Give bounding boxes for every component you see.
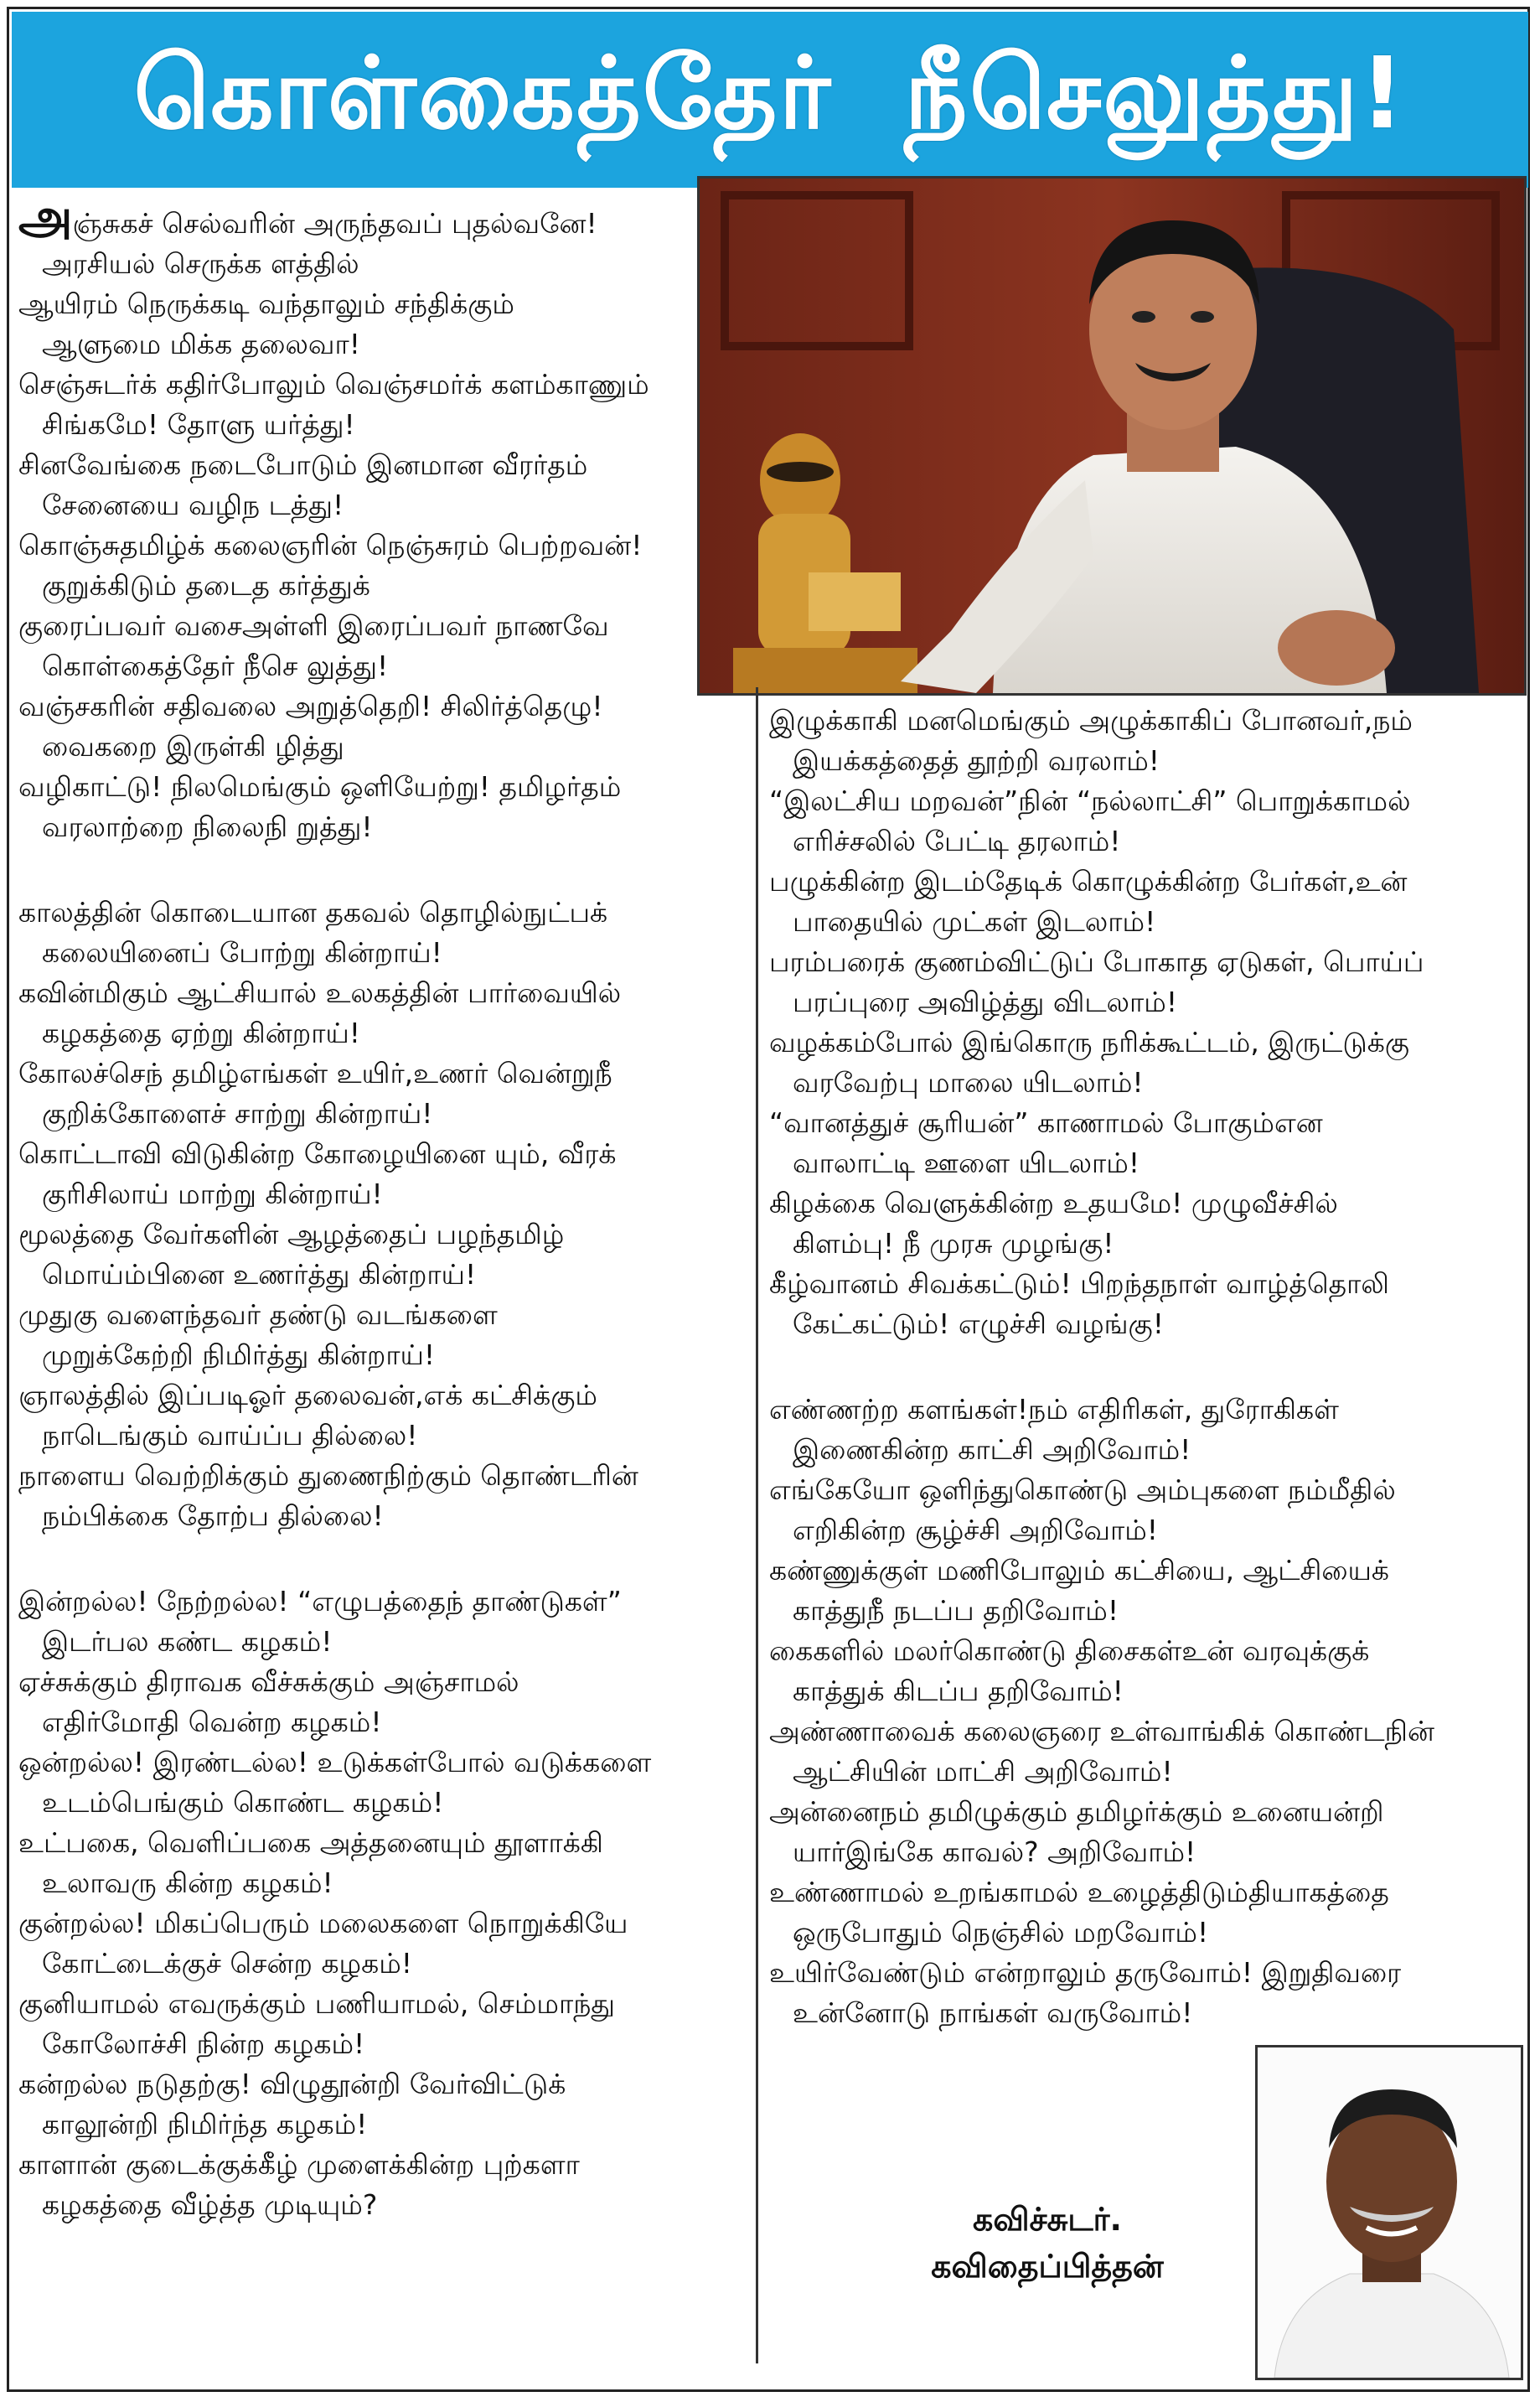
poem-line bbox=[769, 1510, 1523, 1550]
poem-stanza bbox=[18, 893, 747, 1536]
poem-line bbox=[769, 1430, 1523, 1470]
poem-line bbox=[769, 1143, 1523, 1183]
poem-line bbox=[769, 982, 1523, 1022]
poem-line-text: ஞ்சுகச் செல்வரின் அருந்தவப் புதல்வனே! bbox=[72, 207, 597, 240]
poem-line bbox=[18, 365, 747, 405]
author-photo bbox=[1255, 2045, 1523, 2380]
poem-line-text: உடம்பெங்கும் கொண்ட கழகம்! bbox=[42, 1786, 444, 1819]
poem-line-text: ஆளுமை மிக்க தலைவா! bbox=[42, 328, 360, 360]
poem-line bbox=[18, 1863, 747, 1903]
poem-line-text: சினவேங்கை நடைபோடும் இனமான வீரர்தம் bbox=[18, 448, 588, 481]
poem-line-text: கோலோச்சி நின்ற கழகம்! bbox=[42, 2027, 365, 2060]
poem-line bbox=[769, 821, 1523, 862]
poem-line-text: “வானத்துச் சூரியன்” காணாமல் போகும்என bbox=[769, 1106, 1323, 1139]
poem-line-text: எங்கேயோ ஒளிந்துகொண்டு அம்புகளை நம்மீதில் bbox=[769, 1473, 1396, 1506]
poem-line bbox=[769, 1913, 1523, 1953]
poem-line-text: குரிசிலாய் மாற்று கின்றாய்! bbox=[42, 1178, 383, 1210]
poem-line bbox=[18, 1255, 747, 1295]
column-divider bbox=[756, 687, 758, 2363]
poem-line-text: சிங்கமே! தோளு யர்த்து! bbox=[42, 408, 355, 441]
poem-line-text: வழக்கம்போல் இங்கொரு நரிக்கூட்டம், இருட்டுக்கு bbox=[769, 1026, 1409, 1059]
poem-line bbox=[18, 485, 747, 525]
poem-line-text: கொட்டாவி விடுகின்ற கோழையினை யும், வீரக் bbox=[18, 1137, 617, 1170]
poem-line-text: காளான் குடைக்குக்கீழ் முளைக்கின்ற புற்களா bbox=[18, 2148, 580, 2181]
poet-title: கவிச்சுடர். bbox=[973, 2201, 1122, 2238]
poem-right-column bbox=[769, 701, 1523, 2078]
poem-line-text: நாளைய வெற்றிக்கும் துணைநிற்கும் தொண்டரின் bbox=[18, 1459, 638, 1492]
poem-line bbox=[18, 767, 747, 807]
poem-line bbox=[18, 1702, 747, 1742]
poem-line-text: வஞ்சகரின் சதிவலை அறுத்தெறி! சிலிர்த்தெழு! bbox=[18, 690, 603, 722]
poem-line bbox=[18, 1662, 747, 1702]
poem-line bbox=[18, 525, 747, 566]
poem-line bbox=[18, 2024, 747, 2064]
poem-line bbox=[769, 1470, 1523, 1510]
poem-line bbox=[18, 284, 747, 324]
poem-line bbox=[18, 1984, 747, 2024]
poem-line-text: பழுக்கின்ற இடம்தேடிக் கொழுக்கின்ற பேர்கள்,உன் bbox=[769, 865, 1408, 898]
poem-line-text: “இலட்சிய மறவன்”நின் “நல்லாட்சி” பொறுக்காமல் bbox=[769, 784, 1411, 817]
poem-line bbox=[18, 1295, 747, 1335]
poem-line-text: ஏச்சுக்கும் திராவக வீச்சுக்கும் அஞ்சாமல் bbox=[18, 1665, 519, 1698]
poem-line bbox=[18, 686, 747, 727]
poem-line-text: வாலாட்டி ஊளை யிடலாம்! bbox=[793, 1147, 1140, 1179]
poem-line-text: உயிர்வேண்டும் என்றாலும் தருவோம்! இறுதிவரை bbox=[769, 1956, 1402, 1989]
poem-line-text: அரசியல் செருக்க ளத்தில் bbox=[42, 247, 359, 280]
poem-line bbox=[769, 1550, 1523, 1591]
poem-line bbox=[18, 1622, 747, 1662]
poem-line-text: கண்ணுக்குள் மணிபோலும் கட்சியை, ஆட்சியைக் bbox=[769, 1554, 1390, 1587]
poem-line bbox=[18, 727, 747, 767]
poem-line bbox=[769, 1832, 1523, 1872]
poem-line bbox=[18, 933, 747, 973]
title-banner bbox=[12, 12, 1528, 188]
poem-line-text: வைகறை இருள்கி ழித்து bbox=[42, 730, 344, 763]
poem-line bbox=[18, 2185, 747, 2225]
poet-signature bbox=[871, 2196, 1223, 2290]
poem-line bbox=[769, 1711, 1523, 1752]
poem-line-text: கொஞ்சுதமிழ்க் கலைஞரின் நெஞ்சுரம் பெற்றவன்! bbox=[18, 529, 643, 562]
poem-line bbox=[18, 1053, 747, 1094]
poem-line-text: பாதையில் முட்கள் இடலாம்! bbox=[793, 905, 1156, 938]
poem-line-text: காத்துக் கிடப்ப தறிவோம்! bbox=[793, 1675, 1124, 1707]
poem-line-text: ஒருபோதும் நெஞ்சில் மறவோம்! bbox=[793, 1916, 1209, 1949]
poem-line-text: கழகத்தை வீழ்த்த முடியும்? bbox=[42, 2188, 378, 2221]
poem-line bbox=[18, 1456, 747, 1496]
poem-line-text: கொள்கைத்தேர் நீசெ லுத்து! bbox=[42, 650, 389, 682]
poem-line bbox=[769, 1953, 1523, 1993]
poem-line-text: மூலத்தை வேர்களின் ஆழத்தைப் பழந்தமிழ் bbox=[18, 1218, 565, 1250]
poem-line bbox=[769, 1390, 1523, 1430]
poem-line bbox=[769, 1671, 1523, 1711]
poem-stanza bbox=[769, 701, 1523, 1344]
poem-line bbox=[18, 2064, 747, 2104]
poem-line-text: கோட்டைக்குச் சென்ற கழகம்! bbox=[42, 1947, 413, 1980]
poem-line bbox=[18, 1134, 747, 1174]
poem-line bbox=[18, 1783, 747, 1823]
poem-line-text: குறுக்கிடும் தடைத கர்த்துக் bbox=[42, 569, 370, 602]
poem-line-text: கலையினைப் போற்று கின்றாய்! bbox=[42, 936, 442, 969]
poem-line-text: செஞ்சுடர்க் கதிர்போலும் வெஞ்சமர்க் களம்காணும் bbox=[18, 368, 649, 401]
poem-line-text: கைகளில் மலர்கொண்டு திசைகள்உன் வரவுக்குக் bbox=[769, 1634, 1370, 1667]
poem-line-text: குரைப்பவர் வசைஅள்ளி இரைப்பவர் நாணவே bbox=[18, 609, 609, 642]
poet-name: கவிதைப்பித்தன் bbox=[931, 2248, 1164, 2285]
poem-line-text: வரலாற்றை நிலைநி றுத்து! bbox=[42, 810, 373, 843]
poem-line bbox=[18, 893, 747, 933]
poem-line bbox=[18, 1742, 747, 1783]
poem-line-text: சேனையை வழிந டத்து! bbox=[42, 489, 344, 521]
poem-stanza bbox=[769, 1390, 1523, 2033]
poem-line bbox=[18, 2145, 747, 2185]
poem-line bbox=[769, 1224, 1523, 1264]
poem-line bbox=[18, 1335, 747, 1375]
leader-photo bbox=[697, 176, 1527, 696]
poem-line-text: கிளம்பு! நீ முரசு முழங்கு! bbox=[793, 1227, 1114, 1260]
poem-line-text: ஒன்றல்ல! இரண்டல்ல! உடுக்கள்போல் வடுக்களை bbox=[18, 1746, 652, 1778]
poem-line-text: ஆட்சியின் மாட்சி அறிவோம்! bbox=[793, 1755, 1173, 1788]
poem-line-text: வழிகாட்டு! நிலமெங்கும் ஒளியேற்று! தமிழர்தம் bbox=[18, 770, 622, 803]
poem-line bbox=[18, 1823, 747, 1863]
poem-line-text: இன்றல்ல! நேற்றல்ல! “எழுபத்தைந் தாண்டுகள்” bbox=[18, 1585, 622, 1618]
poem-line-text: நாடெங்கும் வாய்ப்ப தில்லை! bbox=[42, 1419, 418, 1452]
poem-line bbox=[769, 1591, 1523, 1631]
poem-line bbox=[769, 1183, 1523, 1224]
poem-line bbox=[769, 1872, 1523, 1913]
poem-line-text: குன்றல்ல! மிகப்பெரும் மலைகளை நொறுக்கியே bbox=[18, 1907, 628, 1939]
poem-line-text: கழகத்தை ஏற்று கின்றாய்! bbox=[42, 1017, 360, 1049]
poem-line bbox=[18, 445, 747, 485]
poem-line bbox=[18, 324, 747, 365]
poem-line bbox=[769, 741, 1523, 781]
poem-line-text: உட்பகை, வெளிப்பகை அத்தனையும் தூளாக்கி bbox=[18, 1826, 603, 1859]
poem-line bbox=[18, 2104, 747, 2145]
poem-line-text: நம்பிக்கை தோற்ப தில்லை! bbox=[42, 1499, 384, 1532]
poem-line bbox=[18, 1013, 747, 1053]
poem-stanza bbox=[18, 188, 747, 847]
leader-photo-art bbox=[700, 179, 1524, 693]
poem-line-text: இயக்கத்தைத் தூற்றி வரலாம்! bbox=[793, 744, 1160, 777]
poem-line bbox=[769, 1631, 1523, 1671]
poem-line bbox=[18, 1581, 747, 1622]
poem-line bbox=[18, 1903, 747, 1944]
poem-line-text: அண்ணாவைக் கலைஞரை உள்வாங்கிக் கொண்டநின் bbox=[769, 1715, 1434, 1747]
poem-line bbox=[769, 1752, 1523, 1792]
page-title: கொள்கைத்தேர் நீசெலுத்து! bbox=[133, 35, 1407, 151]
poem-line-text: உலாவரு கின்ற கழகம்! bbox=[42, 1866, 333, 1899]
poem-line bbox=[769, 701, 1523, 741]
poem-left-column bbox=[18, 188, 747, 2270]
poem-line-text: காலூன்றி நிமிர்ந்த கழகம்! bbox=[42, 2108, 368, 2141]
poem-line-text: எதிர்மோதி வென்ற கழகம்! bbox=[42, 1706, 382, 1738]
poem-line-text: முதுகு வளைந்தவர் தண்டு வடங்களை bbox=[18, 1298, 498, 1331]
poem-line-text: யார்இங்கே காவல்? அறிவோம்! bbox=[793, 1835, 1196, 1868]
poem-line-text: இடர்பல கண்ட கழகம்! bbox=[42, 1625, 333, 1658]
poem-line bbox=[18, 1094, 747, 1134]
poem-line-text: எறிகின்ற சூழ்ச்சி அறிவோம்! bbox=[793, 1514, 1158, 1546]
poem-line-text: உன்னோடு நாங்கள் வருவோம்! bbox=[793, 1996, 1193, 2029]
poem-line-text: கன்றல்ல நடுதற்கு! விழுதூன்றி வேர்விட்டுக் bbox=[18, 2068, 566, 2100]
poem-line-text: இழுக்காகி மனமெங்கும் அழுக்காகிப் போனவர்,நம் bbox=[769, 704, 1413, 737]
poem-line bbox=[769, 1993, 1523, 2033]
poem-line-text: குனியாமல் எவருக்கும் பணியாமல், செம்மாந்து bbox=[18, 1987, 615, 2020]
poem-stanza bbox=[18, 1581, 747, 2225]
poem-line bbox=[769, 1103, 1523, 1143]
poem-line bbox=[769, 862, 1523, 902]
poem-line bbox=[18, 1214, 747, 1255]
poem-line bbox=[769, 902, 1523, 942]
poem-line bbox=[769, 1022, 1523, 1063]
poem-line-text: கீழ்வானம் சிவக்கட்டும்! பிறந்தநாள் வாழ்த்தொலி bbox=[769, 1267, 1389, 1300]
poem-line bbox=[769, 1063, 1523, 1103]
poem-line bbox=[18, 1174, 747, 1214]
poem-line bbox=[769, 942, 1523, 982]
poem-line bbox=[18, 973, 747, 1013]
poem-line-text: கேட்கட்டும்! எழுச்சி வழங்கு! bbox=[793, 1307, 1164, 1340]
poem-line bbox=[18, 1496, 747, 1536]
poem-line-text: முறுக்கேற்றி நிமிர்த்து கின்றாய்! bbox=[42, 1338, 436, 1371]
poem-line-text: கோலச்செந் தமிழ்எங்கள் உயிர்,உணர் வென்றுநீ bbox=[18, 1057, 612, 1090]
poem-line bbox=[18, 188, 747, 245]
poem-line-text: பரம்பரைக் குணம்விட்டுப் போகாத ஏடுகள், பொய்ப் bbox=[769, 945, 1424, 978]
poem-line-text: காலத்தின் கொடையான தகவல் தொழில்நுட்பக் bbox=[18, 896, 608, 929]
poem-line-text: எண்ணற்ற களங்கள்!நம் எதிரிகள், துரோகிகள் bbox=[769, 1393, 1339, 1426]
poem-line-text: கவின்மிகும் ஆட்சியால் உலகத்தின் பார்வையில் bbox=[18, 976, 622, 1009]
poem-line-text: உண்ணாமல் உறங்காமல் உழைத்திடும்தியாகத்தை bbox=[769, 1876, 1389, 1908]
poem-line-text: மொய்ம்பினை உணர்த்து கின்றாய்! bbox=[42, 1258, 477, 1291]
poem-line bbox=[18, 1944, 747, 1984]
poem-line bbox=[18, 244, 747, 284]
poem-line bbox=[18, 606, 747, 646]
poem-line-text: ஆயிரம் நெருக்கடி வந்தாலும் சந்திக்கும் bbox=[18, 287, 514, 320]
poem-line-text: ஞாலத்தில் இப்படிஓர் தலைவன்,எக் கட்சிக்கும் bbox=[18, 1379, 597, 1411]
poem-line-text: இணைகின்ற காட்சி அறிவோம்! bbox=[793, 1433, 1191, 1466]
poem-line bbox=[18, 1416, 747, 1456]
poem-line bbox=[18, 646, 747, 686]
poem-line-text: கிழக்கை வெளுக்கின்ற உதயமே! முழுவீச்சில் bbox=[769, 1187, 1338, 1219]
poem-line-text: வரவேற்பு மாலை யிடலாம்! bbox=[793, 1066, 1144, 1099]
poem-line bbox=[18, 405, 747, 445]
poem-line bbox=[769, 1792, 1523, 1832]
poem-line-text: எரிச்சலில் பேட்டி தரலாம்! bbox=[793, 825, 1121, 857]
poem-line bbox=[769, 1264, 1523, 1304]
poem-line-text: பரப்புரை அவிழ்த்து விடலாம்! bbox=[793, 986, 1178, 1018]
author-photo-art bbox=[1258, 2047, 1521, 2378]
poem-line bbox=[769, 1304, 1523, 1344]
poem-line bbox=[769, 781, 1523, 821]
poem-line bbox=[18, 807, 747, 847]
drop-cap: அ bbox=[18, 188, 73, 245]
poem-line-text: அன்னைநம் தமிழுக்கும் தமிழர்க்கும் உனையன்றி bbox=[769, 1795, 1384, 1828]
poem-line-text: காத்துநீ நடப்ப தறிவோம்! bbox=[793, 1594, 1119, 1627]
poem-line bbox=[18, 1375, 747, 1416]
poem-line-text: குறிக்கோளைச் சாற்று கின்றாய்! bbox=[42, 1097, 433, 1130]
poem-line bbox=[18, 566, 747, 606]
